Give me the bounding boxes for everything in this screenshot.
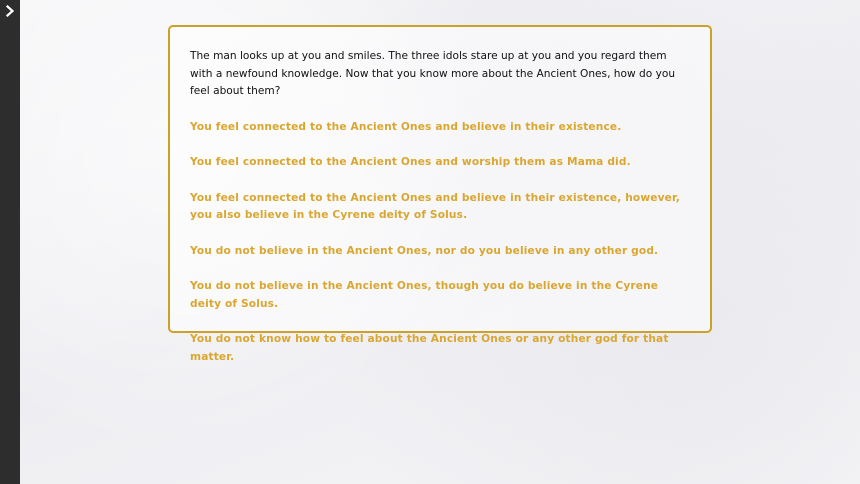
choice-list bbox=[190, 119, 690, 367]
choice-link[interactable]: You feel connected to the Ancient Ones and believe in their existence. bbox=[190, 120, 622, 133]
story-panel bbox=[168, 25, 712, 363]
choice-link[interactable]: You feel connected to the Ancient Ones and worship them as Mama did. bbox=[190, 156, 631, 168]
sidebar bbox=[0, 0, 20, 484]
passage-text: The man looks up at you and smiles. The three idols stare up at you and you regard them with a newfound knowledge. Now that you know more about the Ancient Ones, how do you feel about them? bbox=[190, 50, 676, 97]
choice-link[interactable]: You do not know how to feel about the Ancient Ones or any other god for that matter. bbox=[190, 333, 669, 363]
chevron-right-icon bbox=[5, 2, 15, 21]
choice-link[interactable]: You do not believe in the Ancient Ones, though you do believe in the Cyrene deity of Solus. bbox=[190, 280, 659, 310]
sidebar-toggle-button[interactable] bbox=[0, 0, 20, 22]
choice-link[interactable]: You do not believe in the Ancient Ones, nor do you believe in any other god. bbox=[190, 244, 659, 257]
choice-link[interactable]: You feel connected to the Ancient Ones and believe in their existence, however, you also believe in the Cyrene deity of Solus. bbox=[190, 191, 680, 221]
